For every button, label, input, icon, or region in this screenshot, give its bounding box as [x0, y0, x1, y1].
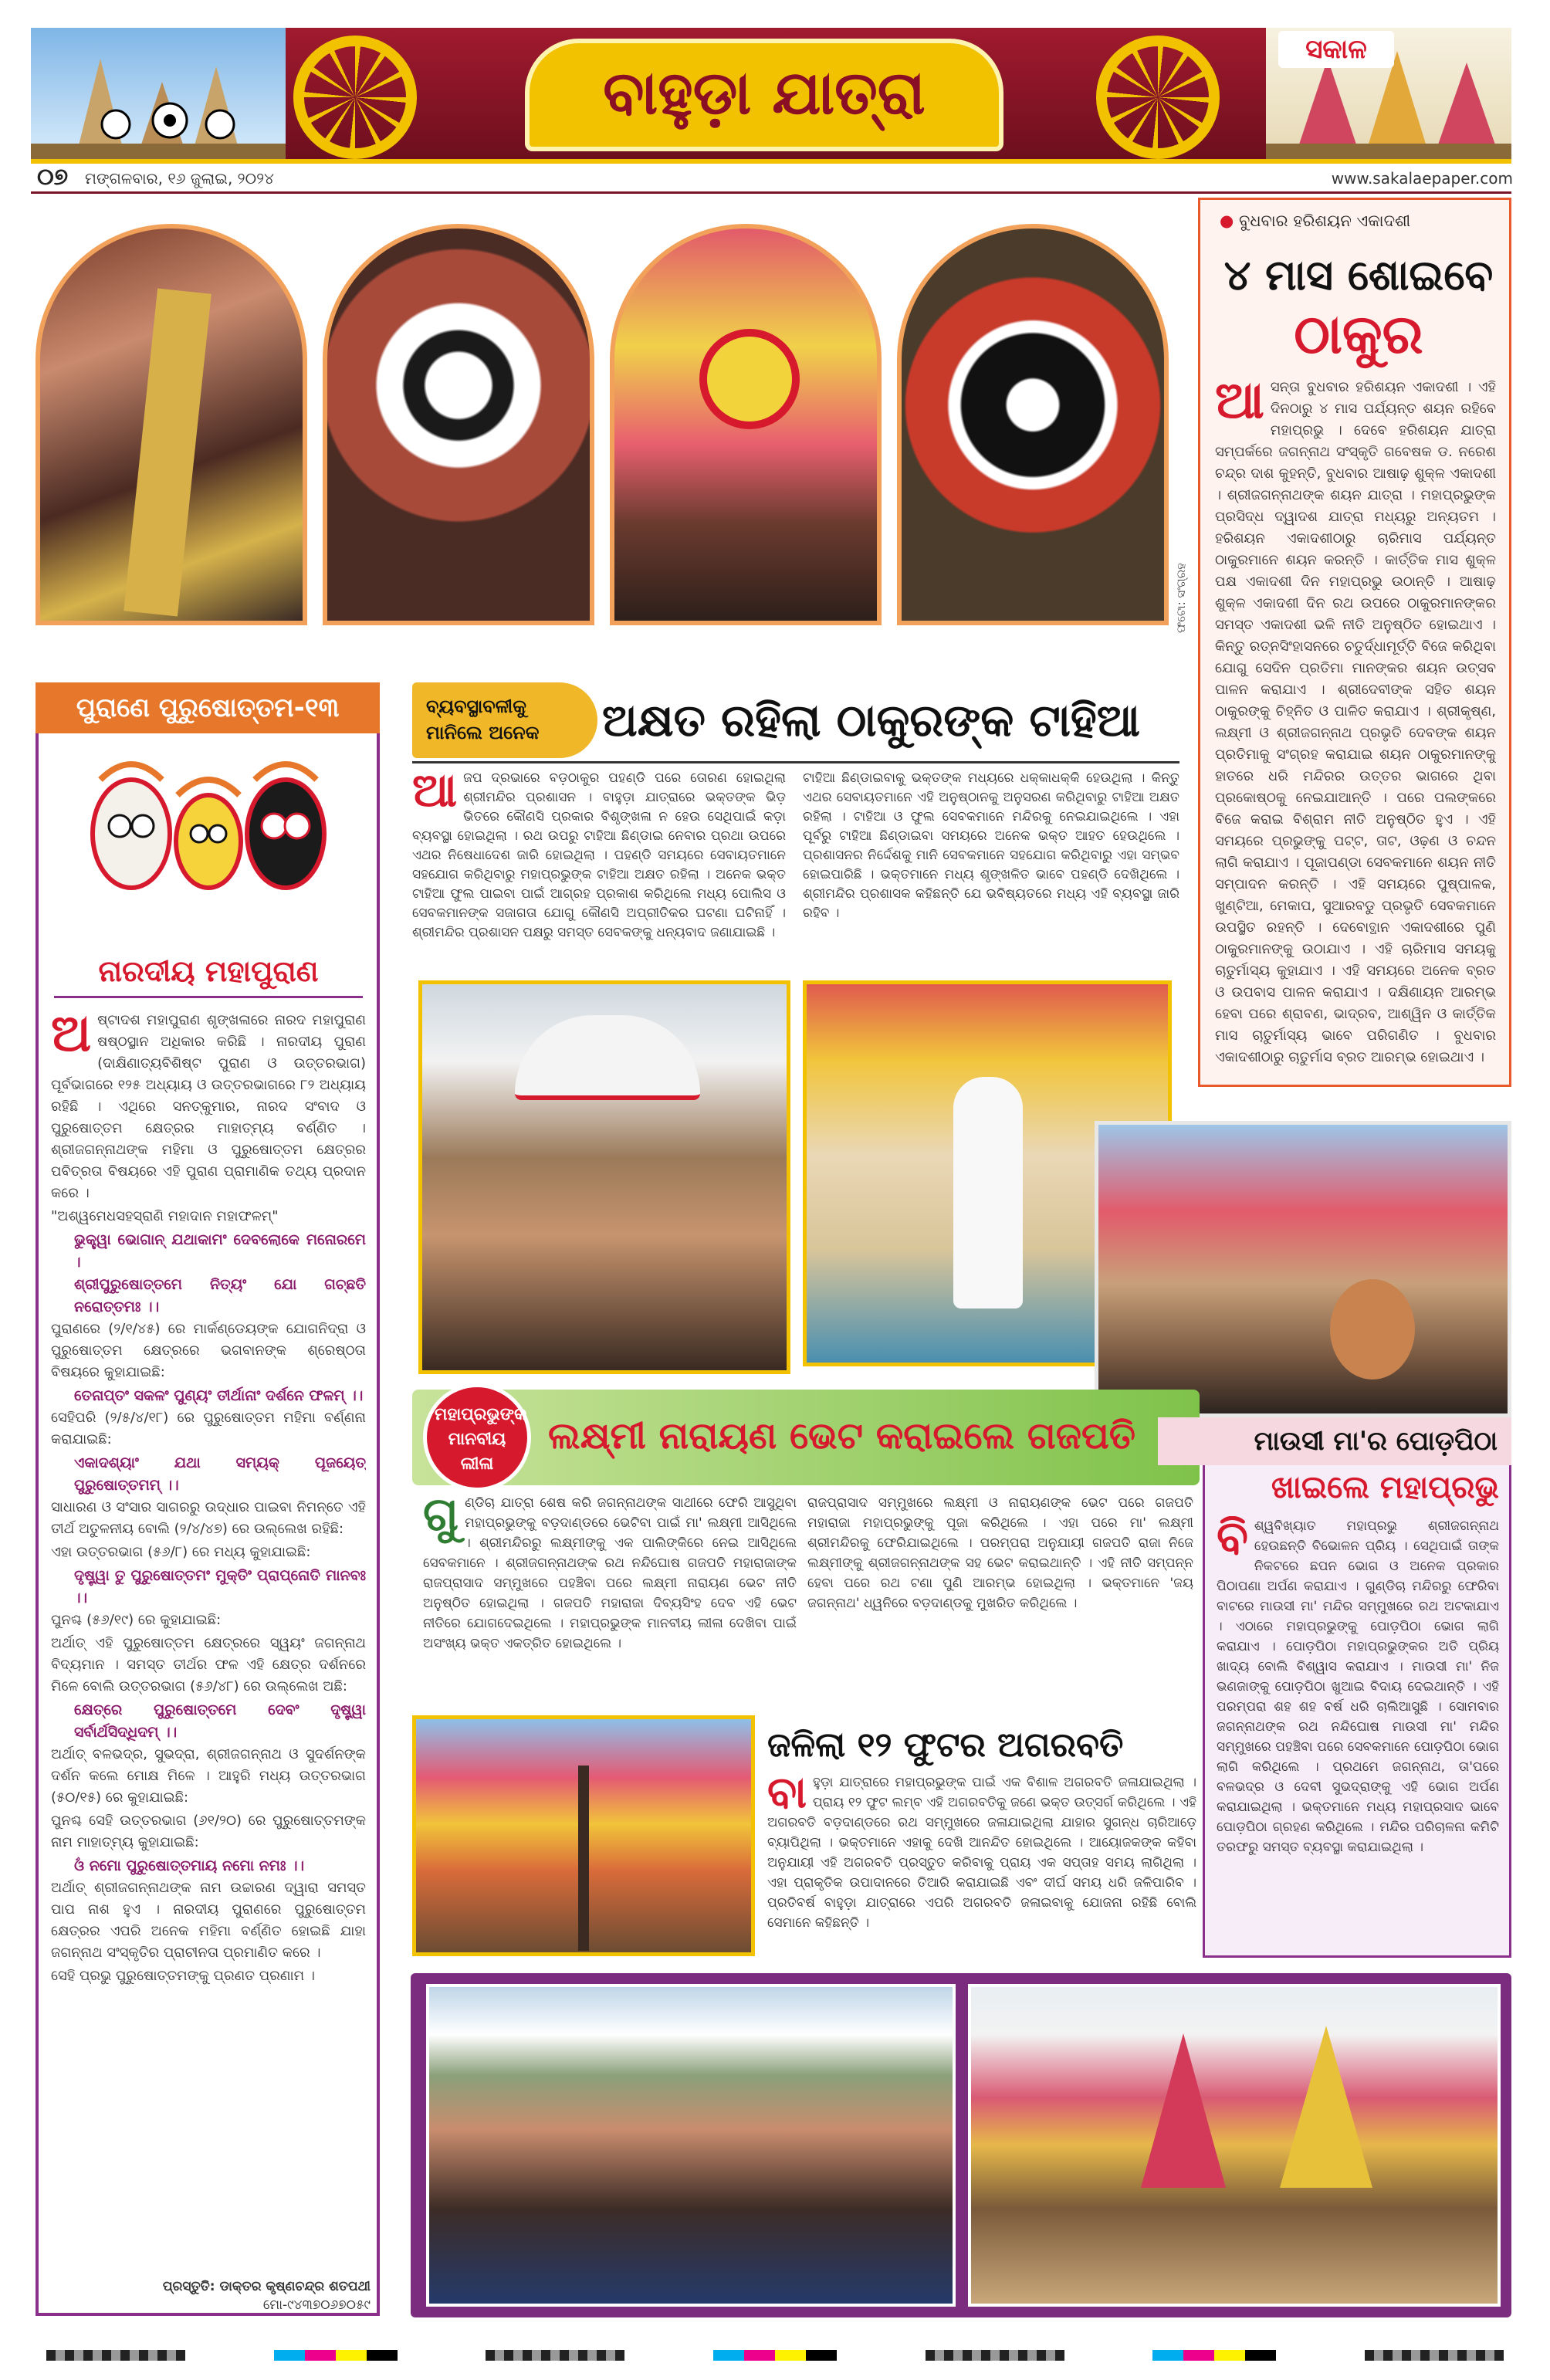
photo-arch-1: [36, 224, 307, 625]
chariot-detail-2: [1280, 2026, 1372, 2188]
masthead-title: ବାହୁଡ଼ା ଯାତ୍ରା: [603, 59, 926, 128]
purana-para-9: ପୁନଶ୍ଚ ସେହି ଉତ୍ତରଭାଗ (୬୧/୨୦) ରେ ପୁରୁଷୋତ୍ତମଙ୍କ ନାମ ମାହାତ୍ମ୍ୟ କୁହାଯାଇଛି:: [51, 1813, 366, 1850]
purana-para-6: ପୁନଶ୍ଚ (୫୬/୧୯) ରେ କୁହାଯାଇଛି:: [51, 1612, 222, 1628]
photo-arch-3: [610, 224, 882, 625]
chariot-wheel-left: [293, 36, 417, 159]
agarbatti-stick-detail: [578, 1766, 589, 1951]
podapitha-headline-1: ମାଉସୀ ମା'ର ପୋଡ଼ପିଠା: [1254, 1426, 1498, 1457]
photo-crowd-badadanda: [426, 1984, 956, 2307]
purana-phone: ମୋ-୯୪୩୭୦୬୭୦୫୯: [262, 2297, 371, 2313]
purana-para-8: ଅର୍ଥାତ୍ ବଳଭଦ୍ର, ସୁଭଦ୍ରା, ଶ୍ରୀଜଗନ୍ନାଥ ଓ ସୁଦର୍ଶନଙ୍କ ଦର୍ଶନ କଲେ ମୋକ୍ଷ ମିଳେ । ଆହୁରି ମଧ୍ୟ ଉତ୍ତରଭାଗ (୫୦/୧୫) ରେ କୁହାଯାଇଛି:: [51, 1746, 366, 1806]
podapitha-dropcap: ବି: [1217, 1516, 1248, 1565]
purana-para-2: ପୁରାଣରେ (୨/୧/୪୫) ରେ ମାର୍କଣ୍ଡେୟଙ୍କ ଯୋଗନିଦ୍ରା ଓ ପୁରୁଷୋତ୍ତମ କ୍ଷେତ୍ରରେ ଭଗବାନଙ୍କ ଶ୍ରେଷ୍ଠତା ବିଷୟରେ କୁହାଯାଇଛି:: [51, 1321, 366, 1380]
header-rule: [31, 191, 1511, 194]
kicker-bullet-icon: ●: [1220, 212, 1239, 230]
purana-subheader: ନାରଦୀୟ ମହାପୁରାଣ: [98, 954, 319, 988]
sidebar-headline-1: ୪ ମାସ ଶୋଇବେ: [1223, 251, 1494, 300]
gajapati-badge-text: ମହାପ୍ରଭୁଙ୍କ ମାନବୀୟ ଲୀଳା: [435, 1405, 527, 1474]
masthead-banner: [31, 28, 1511, 164]
photo-agarbatti-chariots: [412, 1715, 755, 1956]
purana-para-11: ସେହି ପ୍ରଭୁ ପୁରୁଷୋତ୍ତମଙ୍କୁ ପ୍ରଣତ ପ୍ରଣାମ ।: [51, 1968, 315, 1984]
purana-body: [51, 1010, 366, 2291]
tahia-body-right: ଟାହିଆ ଛିଣ୍ଡାଇବାକୁ ଭକ୍ତଙ୍କ ମଧ୍ୟରେ ଧକ୍କାଧକ୍କି ହେଉଥିଲା । କିନ୍ତୁ ଏଥର ସେବାୟତମାନେ ଏହି ଅନୁଷ୍ଠାନକୁ ଅନୁସରଣ କରିଥିବାରୁ ଟାହିଆ ଅକ୍ଷତ ରହିଲା । ଟାହିଆ ଓ ଫୁଲ ସେବକମାନେ ମନ୍ଦିରକୁ ନେଇଯାଇଥିଲେ । ଏହା ପୂର୍ବରୁ ଟାହିଆ ଛିଣ୍ଡାଇବା ସମୟରେ ଅନେକ ଭକ୍ତ ଆହତ ହେଉଥିଲେ । ପ୍ରଶାସନର ନିର୍ଦ୍ଦେଶକୁ ମାନି ସେବକମାନେ ସହଯୋଗ କରିଥିବାରୁ ଏହା ସମ୍ଭବ ହୋଇପାରିଛି । ଭକ୍ତମାନେ ମଧ୍ୟ ଶୃଙ୍ଖଳିତ ଭାବେ ପହଣ୍ଡି ଦେଖିଥିଲେ । ଶ୍ରୀମନ୍ଦିର ପ୍ରଶାସକ କହିଛନ୍ତି ଯେ ଭବିଷ୍ୟତରେ ମଧ୍ୟ ଏହି ବ୍ୟବସ୍ଥା ଜାରି ରହିବ ।: [803, 770, 1179, 921]
registration-swatch: [1152, 2350, 1276, 2361]
brand-logo-text: ସକାଳ: [1305, 34, 1367, 65]
podapitha-headline-2: ଖାଇଲେ ମହାପ୍ରଭୁ: [1271, 1470, 1499, 1505]
purana-verse-3: ତେନାପ୍ତଂ ସକଳଂ ପୁଣ୍ୟଂ ତୀର୍ଥାନାଂ ଦର୍ଶନେ ଫଳମ୍ ।।: [74, 1387, 364, 1404]
chariot-wheel-right: [1096, 36, 1220, 159]
tahia-kicker-box: [412, 682, 597, 758]
pot-detail: [1330, 1279, 1415, 1380]
gajapati-badge: [423, 1383, 531, 1491]
purana-para-1: "ଅଶ୍ୱମେଧସହସ୍ରାଣି ମହାଦାନ ମହାଫଳମ୍": [51, 1208, 279, 1224]
registration-swatch: [46, 2350, 185, 2361]
temple-illustration-left: [31, 28, 286, 159]
gajapati-body-right: ରାଜପ୍ରାସାଦ ସମ୍ମୁଖରେ ଲକ୍ଷ୍ମୀ ଓ ନାରାୟଣଙ୍କ ଭେଟ ପରେ ଗଜପତି ମହାରାଜା ମହାପ୍ରଭୁଙ୍କୁ ପୂଜା କରିଥିଲେ । ଏହା ପରେ ମା' ଲକ୍ଷ୍ମୀ ଶ୍ରୀମନ୍ଦିରକୁ ଫେରିଯାଇଥିଲେ । ପରମ୍ପରା ଅନୁଯାୟୀ ଗଜପତି ରାଜା ନିଜେ ଲକ୍ଷ୍ମୀଙ୍କୁ ଶ୍ରୀଜଗନ୍ନାଥଙ୍କ ସହ ଭେଟ କରାଇଥାନ୍ତି । ଏହି ନୀତି ସମ୍ପନ୍ନ ହେବା ପରେ ରଥ ଟଣା ପୁଣି ଆରମ୍ଭ ହୋଇଥିଲା । ଭକ୍ତମାନେ 'ଜୟ ଜଗନ୍ନାଥ' ଧ୍ୱନିରେ ବଡ଼ଦାଣ୍ଡକୁ ମୁଖରିତ କରିଥିଲେ ।: [807, 1495, 1193, 1611]
registration-swatch: [713, 2350, 837, 2361]
deity-face-detail: [699, 329, 800, 429]
photo-crowd-detail: [124, 288, 212, 616]
purana-verse-1: ଭୁକ୍ତ୍ୱା ଭୋଗାନ୍ ଯଥାକାମଂ ଦେବଲୋକେ ମନୋରମେ ।: [74, 1231, 366, 1271]
purana-signature: ପ୍ରସ୍ତୁତି: ଡାକ୍ତର କୃଷ୍ଣଚନ୍ଦ୍ର ଶତପଥୀ: [162, 2279, 371, 2294]
purana-divider: [54, 996, 363, 998]
purana-intro-text: ଷ୍ଟାଦଶ ମହାପୁରାଣ ଶୃଙ୍ଖଳାରେ ନାରଦ ମହାପୁରାଣ ଷଷ୍ଠସ୍ଥାନ ଅଧିକାର କରିଛି । ନାରଦୀୟ ପୁରାଣ (ଦାକ୍ଷିଣାତ୍ୟବିଶିଷ୍ଟ ପୁରାଣ ଓ ଉତ୍ତରଭାଗ) ପୂର୍ବଭାଗରେ ୧୨୫ ଅଧ୍ୟାୟ ଓ ଉତ୍ତରଭାଗରେ ୮୨ ଅଧ୍ୟାୟ ରହିଛି । ଏଥିରେ ସନତ୍କୁମାର, ନାରଦ ସଂବାଦ ଓ ପୁରୁଷୋତ୍ତମ କ୍ଷେତ୍ରର ମାହାତ୍ମ୍ୟ ବର୍ଣ୍ଣିତ । ଶ୍ରୀଜଗନ୍ନାଥଙ୍କ ମହିମା ଓ ପୁରୁଷୋତ୍ତମ କ୍ଷେତ୍ରର ପବିତ୍ରତା ବିଷୟରେ ଏହି ପୁରାଣ ପ୍ରାମାଣିକ ତଥ୍ୟ ପ୍ରଦାନ କରେ ।: [51, 1012, 366, 1201]
purana-verse-7: ଓଁ ନମୋ ପୁରୁଷୋତ୍ତମାୟ ନମୋ ନମଃ ।।: [74, 1857, 305, 1874]
purana-para-3: ସେହିପରି (୨/୫/୪/୧୮) ରେ ପୁରୁଷୋତ୍ତମ ମହିମା ବର୍ଣ୍ଣନା କରାଯାଇଛି:: [51, 1410, 366, 1447]
podapitha-body-text: ଶ୍ୱବିଖ୍ୟାତ ମହାପ୍ରଭୁ ଶ୍ରୀଜଗନ୍ନାଥ ହେଉଛନ୍ତି ବିଭୋଳନ ପ୍ରିୟ । ସେଥିପାଇଁ ତାଙ୍କ ନିକଟରେ ଛପନ ଭୋଗ ଓ ଅନେକ ପ୍ରକାର ପିଠାପଣା ଅର୍ପଣ କରାଯାଏ । ଗୁଣ୍ଡିଚା ମନ୍ଦିରରୁ ଫେରିବା ବାଟରେ ମାଉସୀ ମା' ମନ୍ଦିର ସମ୍ମୁଖରେ ରଥ ଅଟକାଯାଏ । ଏଠାରେ ମହାପ୍ରଭୁଙ୍କୁ ପୋଡ଼ପିଠା ଭୋଗ ଲାଗି କରାଯାଏ । ପୋଡ଼ପିଠା ମହାପ୍ରଭୁଙ୍କର ଅତି ପ୍ରିୟ ଖାଦ୍ୟ ବୋଲି ବିଶ୍ୱାସ କରାଯାଏ । ମାଉସୀ ମା' ନିଜ ଭଣଜାଙ୍କୁ ପୋଡ଼ପିଠା ଖୁଆଇ ବିଦାୟ ଦେଇଥାନ୍ତି । ଏହି ପରମ୍ପରା ଶହ ଶହ ବର୍ଷ ଧରି ଚାଲିଆସୁଛି । ସୋମବାର ଜଗନ୍ନାଥଙ୍କ ରଥ ନନ୍ଦିଘୋଷ ମାଉସୀ ମା' ମନ୍ଦିର ସମ୍ମୁଖରେ ପହଞ୍ଚିବା ପରେ ସେବକମାନେ ପୋଡ଼ପିଠା ଭୋଗ ଲାଗି କରିଥିଲେ । ପ୍ରଥମେ ଜଗନ୍ନାଥ, ତା'ପରେ ବଳଭଦ୍ର ଓ ଦେବୀ ସୁଭଦ୍ରାଙ୍କୁ ଏହି ଭୋଗ ଅର୍ପଣ କରାଯାଇଥିଲା । ଭକ୍ତମାନେ ମଧ୍ୟ ମହାପ୍ରସାଦ ଭାବେ ପୋଡ଼ପିଠା ଗ୍ରହଣ କରିଥିଲେ । ମନ୍ଦିର ପରିଚାଳନା କମିଟି ତରଫରୁ ସମସ୍ତ ବ୍ୟବସ୍ଥା କରାଯାଇଥିଲା ।: [1217, 1518, 1499, 1855]
photo-chariots-aerial: [968, 1984, 1501, 2307]
purana-verse-4: ଏକାଦଶ୍ୟାଂ ଯଥା ସମ୍ୟକ୍ ପୂଜୟେତ୍ ପୁରୁଷୋତ୍ତମମ୍ ।।: [74, 1454, 366, 1494]
photo-credit: ଫଟୋ: ସଂଗ୍ରହ: [1174, 563, 1188, 633]
registration-swatch: [274, 2350, 398, 2361]
photo-arch-2: [323, 224, 594, 625]
tahia-headline: ଅକ୍ଷତ ରହିଲା ଠାକୁରଙ୍କ ଟାହିଆ: [602, 694, 1140, 747]
purana-intro: [51, 1010, 366, 1204]
gajapati-body-left: [423, 1493, 797, 1701]
purana-para-7: ଅର୍ଥାତ୍ ଏହି ପୁରୁଷୋତ୍ତମ କ୍ଷେତ୍ରରେ ସ୍ୱୟଂ ଜଗନ୍ନାଥ ବିଦ୍ୟମାନ । ସମସ୍ତ ତୀର୍ଥର ଫଳ ଏହି କ୍ଷେତ୍ର ଦର୍ଶନରେ ମିଳେ ବୋଲି ଉତ୍ତରଭାଗ (୫୬/୪୮) ରେ ଉଲ୍ଲେଖ ଅଛି:: [51, 1635, 366, 1694]
photo-arch-4: [897, 224, 1169, 625]
sidebar-dropcap: ଆ: [1215, 377, 1264, 430]
gajapati-figure-detail: [953, 1077, 1023, 1308]
tahia-dropcap: ଆ: [412, 769, 458, 818]
podapitha-body: [1217, 1516, 1499, 1948]
photo-chhatra-ceremony: [418, 980, 790, 1374]
tahia-body-left-text: ଜପ ଦ୍ରଭାରେ ବଡ଼ଠାକୁର ପହଣ୍ଡି ପରେ ତୋରଣ ହୋଇଥିଲା ଶ୍ରୀମନ୍ଦିର ପ୍ରଶାସନ । ବାହୁଡ଼ା ଯାତ୍ରାରେ ଭକ୍ତଙ୍କ ଭିଡ଼ ଭିତରେ କୌଣସି ପ୍ରକାର ବିଶୃଙ୍ଖଳା ନ ହେଉ ସେଥିପାଇଁ କଡ଼ା ବ୍ୟବସ୍ଥା ହୋଇଥିଲା । ରଥ ଉପରୁ ଟାହିଆ ଛିଣ୍ଡାଇ ନେବାର ପ୍ରଥା ଉପରେ ଏଥର ନିଷେଧାଦେଶ ଜାରି ହୋଇଥିଲା । ପହଣ୍ଡି ସମୟରେ ସେବାୟତମାନେ ସହଯୋଗ କରିଥିବାରୁ ମହାପ୍ରଭୁଙ୍କ ଟାହିଆ ଅକ୍ଷତ ରହିଲା । ଅନେକ ଭକ୍ତ ଟାହିଆ ଫୁଲ ପାଇବା ପାଇଁ ଆଗ୍ରହ ପ୍ରକାଶ କରିଥିଲେ ମଧ୍ୟ ପୋଲିସ ଓ ସେବକମାନଙ୍କ ସଜାଗତା ଯୋଗୁ କୌଣସି ଅପ୍ରୀତିକର ଘଟଣା ଘଟିନାହିଁ । ଶ୍ରୀମନ୍ଦିର ପ୍ରଶାସନ ପକ୍ଷରୁ ସମସ୍ତ ସେବକଙ୍କୁ ଧନ୍ୟବାଦ ଜଣାଯାଇଛି ।: [412, 770, 786, 940]
registration-swatch: [926, 2350, 1064, 2361]
page-number: ୦୭: [37, 164, 69, 191]
registration-swatch: [486, 2350, 624, 2361]
agarbatti-body-text: ହୁଡ଼ା ଯାତ୍ରାରେ ମହାପ୍ରଭୁଙ୍କ ପାଇଁ ଏକ ବିଶାଳ ଅଗରବତି ଜଳାଯାଇଥିଲା । ପ୍ରାୟ ୧୨ ଫୁଟ ଲମ୍ବ ଏହି ଅଗରବତିକୁ ଜଣେ ଭକ୍ତ ଉତ୍ସର୍ଗ କରିଥିଲେ । ଏହି ଅଗରବତି ବଡ଼ଦାଣ୍ଡରେ ରଥ ସମ୍ମୁଖରେ ଜଳାଯାଇଥିଲା ଯାହାର ସୁଗନ୍ଧ ଚାରିଆଡ଼େ ବ୍ୟାପିଥିଲା । ଭକ୍ତମାନେ ଏହାକୁ ଦେଖି ଆନନ୍ଦିତ ହୋଇଥିଲେ । ଆୟୋଜକଙ୍କ କହିବା ଅନୁଯାୟୀ ଏହି ଅଗରବତି ପ୍ରସ୍ତୁତ କରିବାକୁ ପ୍ରାୟ ଏକ ସପ୍ତାହ ସମୟ ଲାଗିଥିଲା । ଏହା ପ୍ରାକୃତିକ ଉପାଦାନରେ ତିଆରି କରାଯାଇଛି ଏବଂ ଦୀର୍ଘ ସମୟ ଧରି ଜଳିପାରିବ । ପ୍ରତିବର୍ଷ ବାହୁଡ଼ା ଯାତ୍ରାରେ ଏପରି ଅଗରବତି ଜଳାଇବାକୁ ଯୋଜନା ରହିଛି ବୋଲି ସେମାନେ କହିଛନ୍ତି ।: [767, 1775, 1196, 1931]
registration-swatch: [1365, 2350, 1504, 2361]
agarbatti-dropcap: ବା: [767, 1772, 807, 1818]
tahia-kicker: ବ୍ୟବସ୍ଥାବଳୀକୁ ମାନିଲେ ଅନେକ: [426, 696, 540, 743]
brand-logo: [1278, 31, 1394, 68]
chariot-detail-1: [1141, 2033, 1226, 2188]
sidebar-body: [1215, 377, 1496, 1079]
sidebar-kicker-text: ବୁଧବାର ହରିଶୟନ ଏକାଦଶୀ: [1239, 212, 1411, 230]
purana-para-10: ଅର୍ଥାତ୍ ଶ୍ରୀଜଗନ୍ନାଥଙ୍କ ନାମ ଉଚ୍ଚାରଣ ଦ୍ୱାରା ସମସ୍ତ ପାପ ନାଶ ହୁଏ । ନାରଦୀୟ ପୁରାଣରେ ପୁରୁଷୋତ୍ତମ କ୍ଷେତ୍ରର ଏପରି ଅନେକ ମହିମା ବର୍ଣ୍ଣିତ ହୋଇଛି ଯାହା ଜଗନ୍ନାଥ ସଂସ୍କୃତିର ପ୍ରାଚୀନତା ପ୍ରମାଣିତ କରେ ।: [51, 1880, 366, 1961]
gajapati-dropcap: ଗୁ: [423, 1493, 459, 1542]
sidebar-headline-2: ଠାକୁର: [1294, 303, 1423, 366]
purana-para-5: ଏହା ଉତ୍ତରଭାଗ (୫୬/୮) ରେ ମଧ୍ୟ କୁହାଯାଇଛି:: [51, 1544, 311, 1560]
tahia-rule: [412, 761, 1179, 763]
purana-dropcap: ଅ: [51, 1010, 92, 1063]
gajapati-headline: ଲକ୍ଷ୍ମୀ ନାରାୟଣ ଭେଟ କରାଇଲେ ଗଜପତି: [548, 1414, 1136, 1457]
purana-verse-5: ଦୃଷ୍ଟ୍ୱା ତୁ ପୁରୁଷୋତ୍ତମଂ ମୁକ୍ତିଂ ପ୍ରାପ୍ନୋତି ମାନବଃ ।।: [74, 1567, 366, 1606]
umbrella-detail: [515, 1015, 700, 1100]
gajapati-body-left-text: ଣ୍ଡିଚା ଯାତ୍ରା ଶେଷ କରି ଜଗନ୍ନାଥଙ୍କ ସାଥୀରେ ଫେରି ଆସୁଥିବା ମହାପ୍ରଭୁଙ୍କୁ ବଡ଼ଦାଣ୍ଡରେ ଭେଟିବା ପାଇଁ ମା' ଲକ୍ଷ୍ମୀ ଆସିଥିଲେ । ଶ୍ରୀମନ୍ଦିରରୁ ଲକ୍ଷ୍ମୀଙ୍କୁ ଏକ ପାଲିଙ୍କିରେ ନେଇ ଆସିଥିଲେ ସେବକମାନେ । ଶ୍ରୀଜଗନ୍ନାଥଙ୍କ ରଥ ନନ୍ଦିଘୋଷ ଗଜପତି ମହାରାଜାଙ୍କ ରାଜପ୍ରାସାଦ ସମ୍ମୁଖରେ ପହଞ୍ଚିବା ପରେ ଲକ୍ଷ୍ମୀ ନାରାୟଣ ଭେଟ ନୀତି ଅନୁଷ୍ଠିତ ହୋଇଥିଲା । ଗଜପତି ମହାରାଜା ଦିବ୍ୟସିଂହ ଦେବ ଏହି ଭେଟ ନୀତିରେ ଯୋଗଦେଇଥିଲେ । ମହାପ୍ରଭୁଙ୍କ ମାନବୀୟ ଲୀଳା ଦେଖିବା ପାଇଁ ଅସଂଖ୍ୟ ଭକ୍ତ ଏକତ୍ରିତ ହୋଇଥିଲେ ।: [423, 1495, 797, 1651]
purana-header: [36, 682, 380, 733]
purana-verse-6: କ୍ଷେତ୍ରେ ପୁରୁଷୋତ୍ତମେ ଦେବଂ ଦୃଷ୍ଟ୍ୱା ସର୍ବାର୍ଥସିଦ୍ଧିଦମ୍ ।।: [74, 1701, 366, 1741]
footer-color-bar: [46, 2350, 1504, 2362]
title-plate: [525, 39, 1003, 151]
purana-verse-2: ଶ୍ରୀପୁରୁଷୋତ୍ତମେ ନିତ୍ୟଂ ଯୋ ଗଚ୍ଛତି ନରୋତ୍ତମଃ ।।: [74, 1276, 366, 1315]
sidebar-kicker: [1220, 205, 1498, 236]
website-url: www.sakalaepaper.com: [1331, 169, 1513, 188]
podapitha-headline-bar: [1158, 1417, 1511, 1465]
purana-para-4: ସାଧାରଣ ଓ ସଂସାର ସାଗରରୁ ଉଦ୍ଧାର ପାଇବା ନିମନ୍ତେ ଏହି ତୀର୍ଥ ଅତୁଳନୀୟ ବୋଲି (୨/୪/୪୭) ରେ ଉଲ୍ଲେଖ ରହିଛି:: [51, 1499, 366, 1537]
issue-date: ମଙ୍ଗଳବାର, ୧୬ ଜୁଲାଇ, ୨୦୨୪: [85, 169, 274, 188]
purana-header-text: ପୁରାଣେ ପୁରୁଷୋତ୍ତମ-୧୩: [76, 692, 340, 723]
photo-podapitha-bhoga: [1095, 1121, 1511, 1417]
tahia-body-left: [412, 769, 786, 970]
deity-illustration: [85, 749, 332, 903]
agarbatti-body: [767, 1772, 1196, 1955]
agarbatti-headline: ଜଳିଲା ୧୨ ଫୁଟର ଅଗରବତି: [767, 1725, 1124, 1765]
sidebar-body-text: ସନ୍ତା ବୁଧବାର ହରିଶୟନ ଏକାଦଶୀ । ଏହି ଦିନଠାରୁ ୪ ମାସ ପର୍ଯ୍ୟନ୍ତ ଶୟନ ରହିବେ ମହାପ୍ରଭୁ । ଦେବେ ହରିଶୟନ ଯାତ୍ରା ସମ୍ପର୍କରେ ଜଗନ୍ନାଥ ସଂସ୍କୃତି ଗବେଷକ ଡ. ନରେଶ ଚନ୍ଦ୍ର ଦାଶ କୁହନ୍ତି, ବୁଧବାର ଆଷାଢ଼ ଶୁକ୍ଳ ଏକାଦଶୀ । ଶ୍ରୀଜଗନ୍ନାଥଙ୍କ ଶୟନ ଯାତ୍ରା । ମହାପ୍ରଭୁଙ୍କ ପ୍ରସିଦ୍ଧ ଦ୍ୱାଦଶ ଯାତ୍ରା ମଧ୍ୟରୁ ଅନ୍ୟତମ । ହରିଶୟନ ଏକାଦଶୀଠାରୁ ଚାରିମାସ ପର୍ଯ୍ୟନ୍ତ ଠାକୁରମାନେ ଶୟନ କରନ୍ତି । କାର୍ତ୍ତିକ ମାସ ଶୁକ୍ଳ ପକ୍ଷ ଏକାଦଶୀ ଦିନ ମହାପ୍ରଭୁ ଉଠାନ୍ତି । ଆଷାଢ଼ ଶୁକ୍ଳ ଏକାଦଶୀ ଦିନ ରଥ ଉପରେ ଠାକୁରମାନଙ୍କର ସମସ୍ତ ଏକାଦଶୀ ଭଳି ନୀତି ଅନୁଷ୍ଠିତ ହୋଇଥାଏ । କିନ୍ତୁ ରତ୍ନସିଂହାସନରେ ଚତୁର୍ଦ୍ଧାମୂର୍ତ୍ତି ବିଜେ କରିଥିବା ଯୋଗୁ ସେଦିନ ପ୍ରତିମା ମାନଙ୍କର ଶୟନ ଉତ୍ସବ ପାଳନ କରାଯାଏ । ଶ୍ରୀଦେବୀଙ୍କ ସହିତ ଶୟନ ଠାକୁରଙ୍କୁ ଚିହ୍ନିତ ଓ ପାଳିତ କରାଯାଏ । ଶ୍ରୀକୃଷ୍ଣ, ଲକ୍ଷ୍ମୀ ଓ ଶ୍ରୀଜଗନ୍ନାଥ ପ୍ରଭୃତି ଦେବଙ୍କ ଶୟନ ପ୍ରତିମାକୁ ସଂଗ୍ରହ କରାଯାଇ ଶୟନ ଠାକୁରମାନଙ୍କୁ ହାତରେ ଧରି ମନ୍ଦିରର ଉତ୍ତର ଭାଗରେ ଥିବା ପ୍ରକୋଷ୍ଠକୁ ନେଇଯାଆନ୍ତି । ପରେ ପଲଙ୍କରେ ବିଜେ କରାଇ ବିଶ୍ରାମ ନୀତି ଅନୁଷ୍ଠିତ ହୁଏ । ଏହି ସମୟରେ ପ୍ରଭୁଙ୍କୁ ପଟ୍ଟ, ତାଟ, ଓଢ଼ଣ ଓ ଚନ୍ଦନ ଲାଗି କରାଯାଏ । ପୂଜାପଣ୍ଡା ସେବକମାନେ ଶୟନ ନୀତି ସମ୍ପାଦନ କରନ୍ତି । ଏହି ସମୟରେ ପୁଷ୍ପାଳକ, ଖୁଣ୍ଟିଆ, ମେକାପ, ସୁଆରବଡୁ ପ୍ରଭୃତି ସେବକମାନେ ଉପସ୍ଥିତ ରହନ୍ତି । ଦେବୋତ୍ଥାନ ଏକାଦଶୀରେ ପୁଣି ଠାକୁରମାନଙ୍କୁ ଉଠାଯାଏ । ଏହି ଚାରିମାସ ସମୟକୁ ଚାତୁର୍ମାସ୍ୟ କୁହାଯାଏ । ଏହି ସମୟରେ ଅନେକ ବ୍ରତ ଓ ଉପବାସ ପାଳନ କରାଯାଏ । ଦକ୍ଷିଣାୟନ ଆରମ୍ଭ ହେବା ପରେ ଶ୍ରାବଣ, ଭାଦ୍ରବ, ଆଶ୍ୱିନ ଓ କାର୍ତ୍ତିକ ମାସ ଚାତୁର୍ମାସ୍ୟ ଭାବେ ପରିଗଣିତ । ବୁଧବାର ଏକାଦଶୀଠାରୁ ଚାତୁର୍ମାସ ବ୍ରତ ଆରମ୍ଭ ହୋଇଥାଏ ।: [1215, 379, 1496, 1065]
